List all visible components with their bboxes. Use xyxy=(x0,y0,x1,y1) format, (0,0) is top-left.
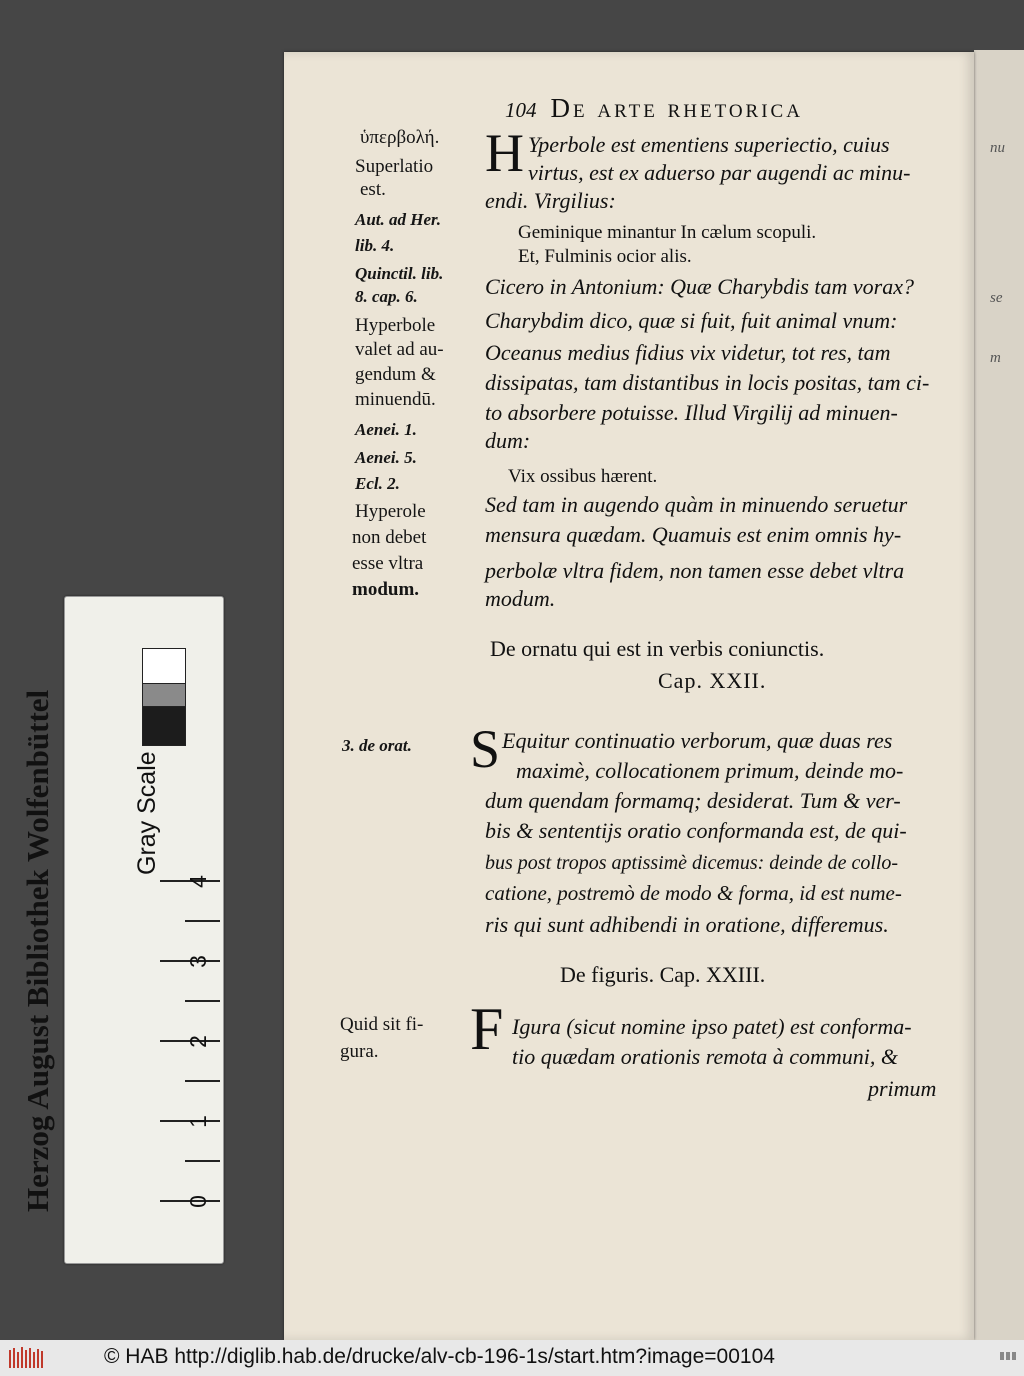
ruler-tick xyxy=(185,920,220,922)
text-line: endi. Virgilius: xyxy=(485,188,616,213)
text-line: Yperbole est ementiens superiectio, cuius xyxy=(528,132,890,157)
page-header xyxy=(505,93,803,124)
text-line: tio quædam orationis remota à communi, & xyxy=(512,1044,899,1069)
ruler-tick-label: 1 xyxy=(184,1115,211,1128)
chapter-heading: De ornatu qui est in verbis coniunctis. xyxy=(490,636,825,661)
margin-note: ὑπερβολή. xyxy=(360,127,440,148)
text-line: bus post tropos aptissimè dicemus: deinde de collo- xyxy=(485,852,899,874)
ruler-tick xyxy=(185,1000,220,1002)
gray-swatch-black xyxy=(142,706,186,746)
gray-swatch-mid xyxy=(142,683,186,707)
ruler-tick-label: 2 xyxy=(184,1035,211,1048)
text-line: dum: xyxy=(485,428,531,453)
verse-line: Et, Fulminis ocior alis. xyxy=(518,246,692,267)
drop-cap: H xyxy=(485,123,524,183)
copyright-link[interactable]: © HAB http://diglib.hab.de/drucke/alv-cb-196-1s/start.htm?image=00104 xyxy=(104,1345,775,1368)
ruler-tick-label: 3 xyxy=(184,955,211,968)
text-line: Cicero in Antonium: Quæ Charybdis tam vorax? xyxy=(485,274,914,299)
drop-cap: S xyxy=(470,719,501,779)
margin-note: Hyperbole xyxy=(355,315,436,336)
adjacent-page-text: nu xyxy=(990,140,1005,156)
chapter-heading: De figuris. Cap. XXIII. xyxy=(560,962,766,987)
ruler-tick xyxy=(185,1080,220,1082)
ruler-tick-label: 4 xyxy=(184,875,211,888)
gray-swatch-white xyxy=(142,648,186,684)
verse-line: Vix ossibus hærent. xyxy=(508,466,658,487)
margin-note: est. xyxy=(360,179,386,200)
text-line: Igura (sicut nomine ipso patet) est conforma- xyxy=(512,1014,912,1039)
margin-note: Hyperole xyxy=(355,501,426,522)
footer-mark-icon xyxy=(1000,1352,1016,1360)
margin-note: Aenei. 5. xyxy=(355,448,417,467)
drop-cap: F xyxy=(470,996,504,1062)
margin-note: minuendū. xyxy=(355,389,436,410)
margin-note: Aenei. 1. xyxy=(355,420,417,439)
margin-note: Quinctil. lib. xyxy=(355,264,444,283)
margin-note: gura. xyxy=(340,1041,379,1062)
text-line: Charybdim dico, quæ si fuit, fuit animal vnum: xyxy=(485,308,898,333)
text-line: modum. xyxy=(485,586,556,611)
margin-note: 3. de orat. xyxy=(342,736,412,755)
margin-note: esse vltra xyxy=(352,553,424,574)
margin-note: lib. 4. xyxy=(355,236,395,255)
text-line: dum quendam formamq; desiderat. Tum & ver- xyxy=(485,788,901,813)
margin-note: Quid sit fi- xyxy=(340,1014,424,1035)
verse-line: Geminique minantur In cælum scopuli. xyxy=(518,222,817,243)
margin-note: Aut. ad Her. xyxy=(355,210,441,229)
margin-note: valet ad au- xyxy=(355,339,444,360)
running-head: De arte rhetorica xyxy=(550,93,803,123)
text-line: Sed tam in augendo quàm in minuendo seruetur xyxy=(485,492,908,517)
margin-note: Ecl. 2. xyxy=(355,474,400,493)
text-line: bis & sententijs oratio conformanda est, de qui- xyxy=(485,818,907,843)
text-line: ris qui sunt adhibendi in oratione, differemus. xyxy=(485,912,889,937)
adjacent-page-edge xyxy=(974,50,1024,1340)
margin-note: 8. cap. 6. xyxy=(355,287,418,306)
ruler-tick xyxy=(185,1160,220,1162)
chapter-number: Cap. XXII. xyxy=(658,668,767,693)
text-line: maximè, collocationem primum, deinde mo- xyxy=(516,758,904,783)
text-line: perbolæ vltra fidem, non tamen esse debet vltra xyxy=(485,558,905,583)
text-line: catione, postremò de modo & forma, id est nume- xyxy=(485,881,902,905)
text-line: mensura quædam. Quamuis est enim omnis hy- xyxy=(485,522,902,547)
hab-logo-icon xyxy=(8,1344,46,1372)
text-line: Equitur continuatio verborum, quæ duas res xyxy=(502,728,893,753)
ruler-tick-label: 0 xyxy=(184,1195,211,1208)
text-line: dissipatas, tam distantibus in locis positas, tam ci- xyxy=(485,370,930,395)
margin-note: modum. xyxy=(352,579,420,600)
margin-note: Superlatio xyxy=(355,156,434,177)
adjacent-page-text: se xyxy=(990,290,1003,306)
text-line: to absorbere potuisse. Illud Virgilij ad minuen- xyxy=(485,400,898,425)
footer-bar xyxy=(0,1340,1024,1376)
margin-note: non debet xyxy=(352,527,427,548)
adjacent-page-text: m xyxy=(990,350,1001,366)
text-line: Oceanus medius fidius vix videtur, tot res, tam xyxy=(485,340,891,365)
page-number: 104 xyxy=(505,98,537,122)
margin-note: gendum & xyxy=(355,364,436,385)
text-line: virtus, est ex aduerso par augendi ac minu- xyxy=(528,160,911,185)
catchword: primum xyxy=(868,1076,937,1101)
